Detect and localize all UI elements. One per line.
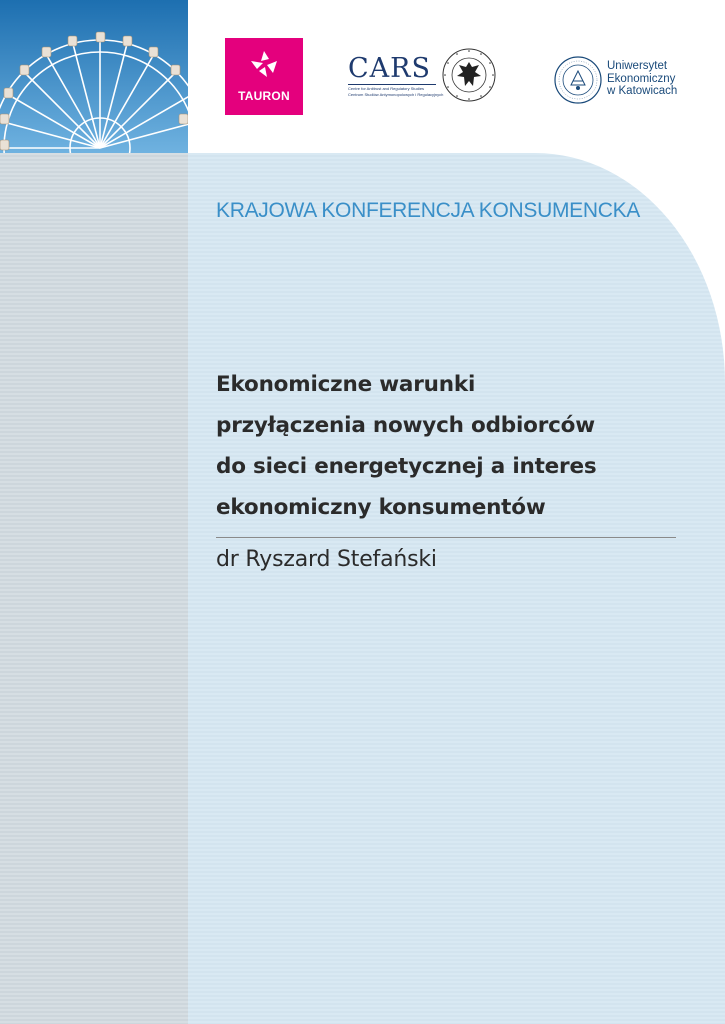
eagle-seal-icon bbox=[441, 47, 497, 103]
cars-divider bbox=[348, 84, 436, 85]
ue-name-line: w Katowicach bbox=[607, 85, 678, 97]
title-line: Ekonomiczne warunki bbox=[216, 372, 476, 397]
ue-seal bbox=[553, 55, 603, 109]
conference-heading: KRAJOWA KONFERENCJA KONSUMENCKA bbox=[216, 199, 640, 222]
cars-subtitle-pl: Centrum Studiów Antymonopolowych i Regulacyjnych bbox=[348, 92, 444, 97]
uw-eagle-seal bbox=[441, 47, 497, 107]
tauron-mark-icon bbox=[247, 49, 281, 79]
title-divider bbox=[216, 537, 676, 538]
title-line: do sieci energetycznej a interes bbox=[216, 454, 597, 479]
tauron-logo bbox=[225, 38, 303, 115]
author-name: dr Ryszard Stefański bbox=[216, 547, 437, 572]
cover-panel bbox=[188, 153, 725, 1024]
left-decorative-strip bbox=[0, 153, 188, 1024]
ferris-wheel-photo bbox=[0, 0, 188, 153]
title-line: ekonomiczny konsumentów bbox=[216, 495, 546, 520]
cars-logo bbox=[348, 53, 444, 105]
cars-subtitle: Centre for Antitrust and Regulatory Studies bbox=[348, 86, 425, 91]
cars-wordmark: CARS bbox=[348, 53, 431, 84]
tauron-wordmark: TAURON bbox=[238, 89, 290, 103]
document-title bbox=[216, 364, 686, 528]
university-seal-icon bbox=[553, 55, 603, 105]
ue-name-line: Uniwersytet bbox=[607, 60, 668, 72]
ue-name-line: Ekonomiczny bbox=[607, 72, 676, 85]
title-line: przyłączenia nowych odbiorców bbox=[216, 413, 595, 438]
ue-name bbox=[607, 60, 677, 98]
